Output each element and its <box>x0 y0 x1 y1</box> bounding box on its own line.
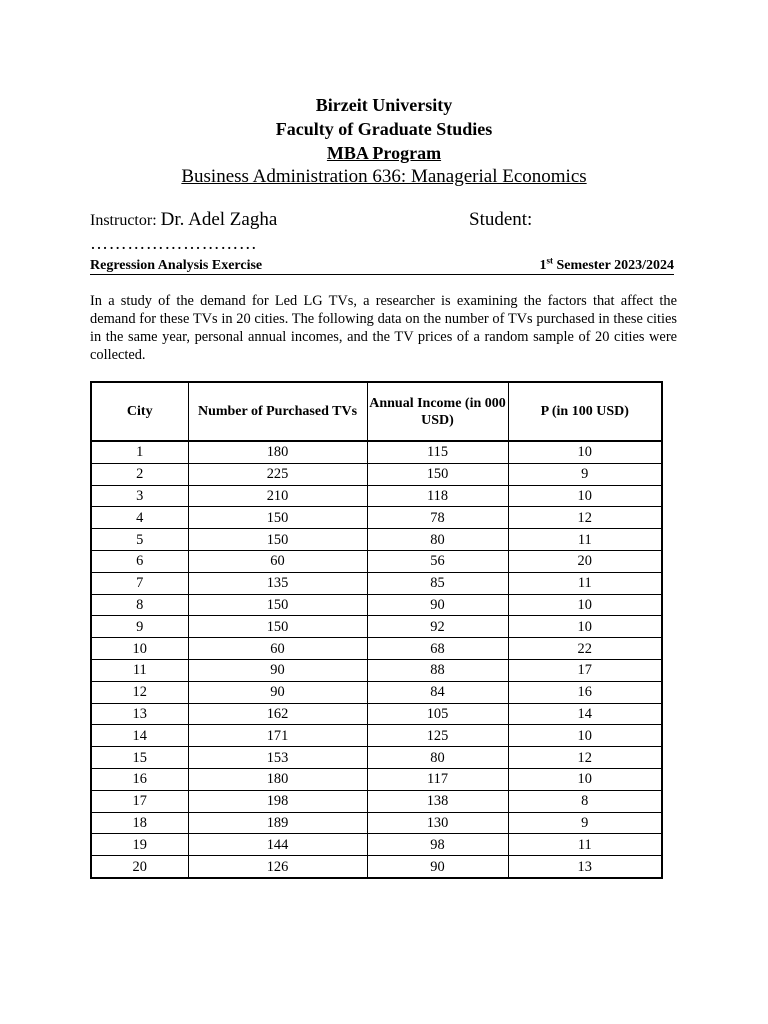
cell-price: 10 <box>508 725 662 747</box>
cell-annual-income: 88 <box>367 659 508 681</box>
table-row <box>91 572 662 594</box>
cell-price: 8 <box>508 790 662 812</box>
cell-annual-income: 90 <box>367 856 508 878</box>
table-body <box>91 441 662 878</box>
cell-city: 15 <box>91 747 188 769</box>
cell-city: 16 <box>91 768 188 790</box>
cell-purchased-tvs: 144 <box>188 834 367 856</box>
table-row <box>91 725 662 747</box>
faculty-name: Faculty of Graduate Studies <box>275 119 493 139</box>
cell-annual-income: 84 <box>367 681 508 703</box>
table-row <box>91 550 662 572</box>
cell-city: 10 <box>91 638 188 660</box>
student-label: Student: <box>469 209 533 230</box>
table-row <box>91 529 662 551</box>
cell-annual-income: 68 <box>367 638 508 660</box>
cell-city: 4 <box>91 507 188 529</box>
table-row <box>91 768 662 790</box>
cell-price: 11 <box>508 529 662 551</box>
cell-annual-income: 105 <box>367 703 508 725</box>
cell-annual-income: 130 <box>367 812 508 834</box>
cell-price: 22 <box>508 638 662 660</box>
instructor-name: Dr. Adel Zagha <box>160 209 278 230</box>
cell-purchased-tvs: 225 <box>188 463 367 485</box>
cell-city: 13 <box>91 703 188 725</box>
cell-city: 7 <box>91 572 188 594</box>
cell-annual-income: 78 <box>367 507 508 529</box>
program-name: MBA Program <box>326 143 442 163</box>
cell-purchased-tvs: 153 <box>188 747 367 769</box>
cell-city: 5 <box>91 529 188 551</box>
table-row <box>91 507 662 529</box>
table-row <box>91 681 662 703</box>
col-header-purchased-tvs: Number of Purchased TVs <box>188 382 367 441</box>
cell-city: 19 <box>91 834 188 856</box>
cell-annual-income: 125 <box>367 725 508 747</box>
cell-annual-income: 85 <box>367 572 508 594</box>
cell-purchased-tvs: 150 <box>188 529 367 551</box>
cell-price: 14 <box>508 703 662 725</box>
cell-annual-income: 56 <box>367 550 508 572</box>
cell-price: 11 <box>508 834 662 856</box>
cell-purchased-tvs: 198 <box>188 790 367 812</box>
cell-city: 2 <box>91 463 188 485</box>
col-header-city: City <box>91 382 188 441</box>
cell-purchased-tvs: 162 <box>188 703 367 725</box>
table-row <box>91 638 662 660</box>
cell-annual-income: 98 <box>367 834 508 856</box>
col-header-annual-income: Annual Income (in 000 USD) <box>367 382 508 441</box>
table-row <box>91 834 662 856</box>
table-row <box>91 485 662 507</box>
cell-purchased-tvs: 210 <box>188 485 367 507</box>
cell-annual-income: 115 <box>367 441 508 463</box>
cell-purchased-tvs: 171 <box>188 725 367 747</box>
table-row <box>91 659 662 681</box>
cell-price: 20 <box>508 550 662 572</box>
title-block <box>0 93 768 189</box>
table-row <box>91 463 662 485</box>
cell-price: 10 <box>508 485 662 507</box>
cell-annual-income: 138 <box>367 790 508 812</box>
cell-city: 20 <box>91 856 188 878</box>
table-row <box>91 594 662 616</box>
cell-city: 1 <box>91 441 188 463</box>
university-name: Birzeit University <box>315 95 453 115</box>
instructor-label: Instructor: <box>90 212 157 229</box>
cell-city: 11 <box>91 659 188 681</box>
cell-city: 18 <box>91 812 188 834</box>
cell-annual-income: 118 <box>367 485 508 507</box>
cell-price: 10 <box>508 441 662 463</box>
cell-purchased-tvs: 189 <box>188 812 367 834</box>
cell-price: 13 <box>508 856 662 878</box>
cell-purchased-tvs: 60 <box>188 638 367 660</box>
cell-purchased-tvs: 180 <box>188 441 367 463</box>
table-row <box>91 856 662 878</box>
table-row <box>91 812 662 834</box>
semester-label: 1st Semester 2023/2024 <box>539 255 674 273</box>
student-name-blank: ……………………… <box>90 233 258 253</box>
col-header-price: P (in 100 USD) <box>508 382 662 441</box>
cell-city: 3 <box>91 485 188 507</box>
intro-paragraph: In a study of the demand for Led LG TVs, a researcher is examining the factors that affect the demand for these TVs in 20 cities. The following data on the number of TVs purchased in these cities in the same year, personal annual incomes, and the TV prices of a random sample of 20 cities were collected. <box>90 293 677 363</box>
cell-annual-income: 92 <box>367 616 508 638</box>
cell-city: 8 <box>91 594 188 616</box>
cell-price: 10 <box>508 768 662 790</box>
cell-annual-income: 117 <box>367 768 508 790</box>
cell-purchased-tvs: 135 <box>188 572 367 594</box>
cell-purchased-tvs: 150 <box>188 507 367 529</box>
cell-city: 12 <box>91 681 188 703</box>
instructor-row <box>90 209 680 235</box>
cell-purchased-tvs: 90 <box>188 681 367 703</box>
cell-annual-income: 150 <box>367 463 508 485</box>
cell-city: 6 <box>91 550 188 572</box>
table-row <box>91 790 662 812</box>
table-header-row <box>91 382 662 441</box>
cell-purchased-tvs: 150 <box>188 594 367 616</box>
data-table <box>90 381 663 879</box>
cell-annual-income: 90 <box>367 594 508 616</box>
cell-price: 10 <box>508 616 662 638</box>
cell-city: 9 <box>91 616 188 638</box>
cell-city: 14 <box>91 725 188 747</box>
cell-price: 11 <box>508 572 662 594</box>
cell-price: 9 <box>508 812 662 834</box>
cell-city: 17 <box>91 790 188 812</box>
cell-price: 10 <box>508 594 662 616</box>
exercise-title: Regression Analysis Exercise <box>90 258 263 273</box>
table-row <box>91 616 662 638</box>
cell-purchased-tvs: 126 <box>188 856 367 878</box>
cell-price: 9 <box>508 463 662 485</box>
cell-annual-income: 80 <box>367 747 508 769</box>
cell-annual-income: 80 <box>367 529 508 551</box>
cell-price: 17 <box>508 659 662 681</box>
cell-purchased-tvs: 180 <box>188 768 367 790</box>
table-row <box>91 747 662 769</box>
exercise-header <box>90 257 674 275</box>
table-row <box>91 441 662 463</box>
cell-purchased-tvs: 150 <box>188 616 367 638</box>
cell-price: 16 <box>508 681 662 703</box>
cell-purchased-tvs: 90 <box>188 659 367 681</box>
table-row <box>91 703 662 725</box>
cell-purchased-tvs: 60 <box>188 550 367 572</box>
cell-price: 12 <box>508 507 662 529</box>
course-name: Business Administration 636: Managerial Economics <box>181 166 587 187</box>
cell-price: 12 <box>508 747 662 769</box>
